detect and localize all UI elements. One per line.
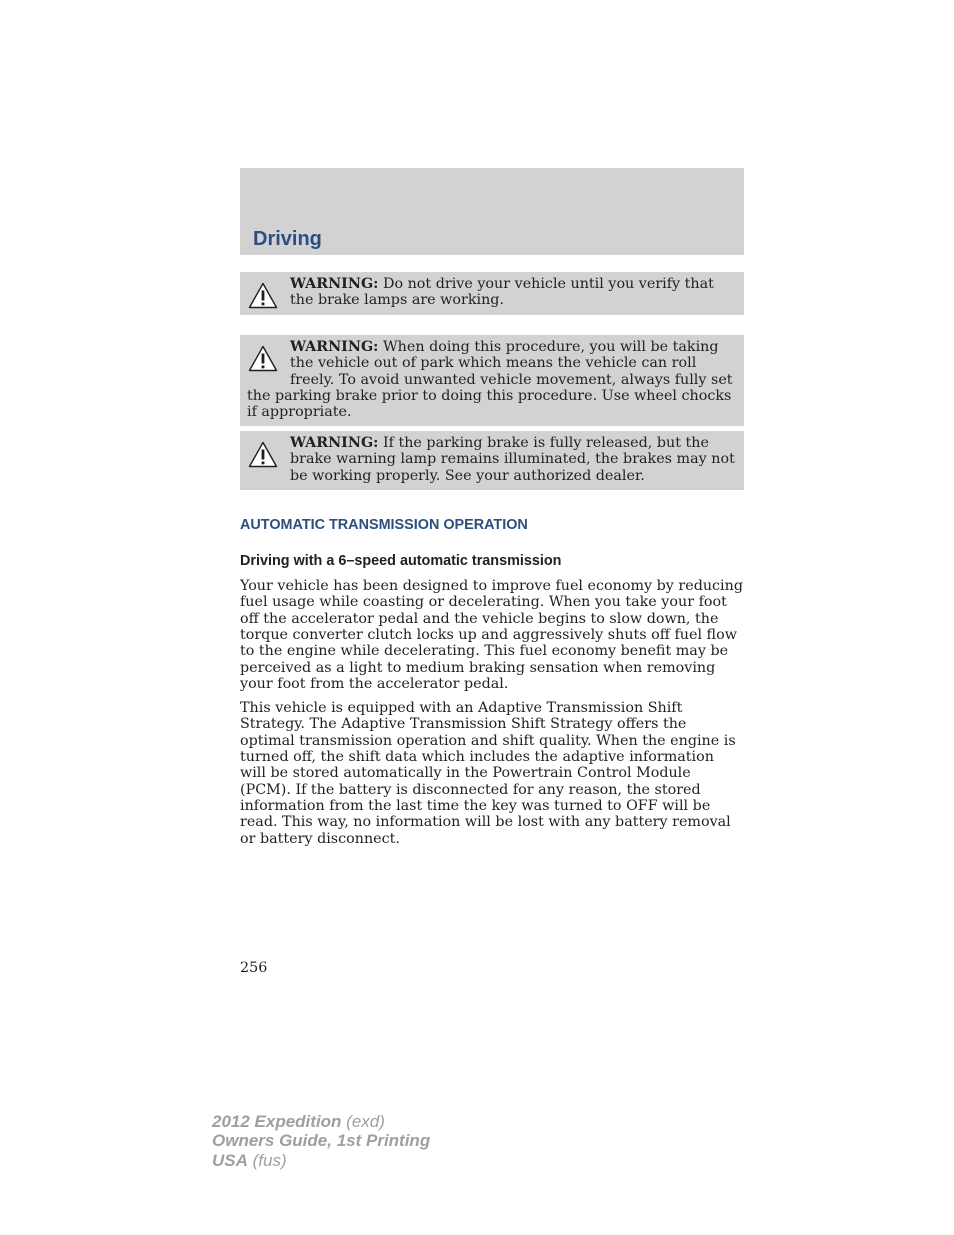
warning-triangle-icon: [248, 441, 278, 468]
footer-line-1: 2012 Expedition (exd): [212, 1112, 385, 1131]
chapter-header-band: [240, 168, 744, 255]
warning-box-brake-lamp-illuminated: [240, 431, 744, 490]
warning-text: If the parking brake is fully released, but the brake warning lamp remains illuminated, the brakes may not be working properly. See your authorized dealer.: [290, 435, 735, 484]
footer-line-3: USA (fus): [212, 1150, 287, 1170]
body-paragraph-fuel-economy: Your vehicle has been designed to improve fuel economy by reducing fuel usage while coasting or decelerating. When you take your foot off the accelerator pedal and the vehicle begins to slow down, the torque converter clutch locks up and aggressively shuts off fuel flow to the engine while decelerating. This fuel economy benefit may be perceived as a light to medium braking sensation when removing your foot from the accelerator pedal.: [240, 578, 743, 693]
section-heading: AUTOMATIC TRANSMISSION OPERATION: [240, 517, 528, 533]
sub-heading: Driving with a 6–speed automatic transmission: [240, 553, 562, 569]
warning-label: WARNING:: [290, 276, 379, 292]
warning-text: Do not drive your vehicle until you verify that the brake lamps are working.: [290, 276, 714, 309]
warning-triangle-icon: [248, 282, 278, 309]
page-number: 256: [240, 960, 268, 976]
warning-box-brake-lamps: [240, 272, 744, 315]
body-paragraph-adaptive-shift: This vehicle is equipped with an Adaptive Transmission Shift Strategy. The Adaptive Transmission Shift Strategy offers the optimal transmission operation and shift quality. When the engine is turned off, the shift data which includes the adaptive information will be stored automatically in the Powertrain Control Module (PCM). If the battery is disconnected for any reason, the stored information from the last time the key was turned to OFF will be read. This way, no information will be lost with any battery removal or battery disconnect.: [240, 700, 736, 847]
footer-line-2: Owners Guide, 1st Printing: [212, 1131, 431, 1151]
footer-publication-info: [212, 1112, 430, 1170]
warning-box-roll-freely: [240, 335, 744, 426]
warning-text: When doing this procedure, you will be taking the vehicle out of park which means the vehicle can roll freely. To avoid unwanted vehicle movement, always fully set the parking brake prior to doing this procedure. Use wheel chocks if appropriate.: [247, 339, 733, 421]
warning-label: WARNING:: [290, 339, 379, 355]
chapter-title: Driving: [253, 228, 322, 250]
warning-triangle-icon: [248, 345, 278, 372]
warning-label: WARNING:: [290, 435, 379, 451]
